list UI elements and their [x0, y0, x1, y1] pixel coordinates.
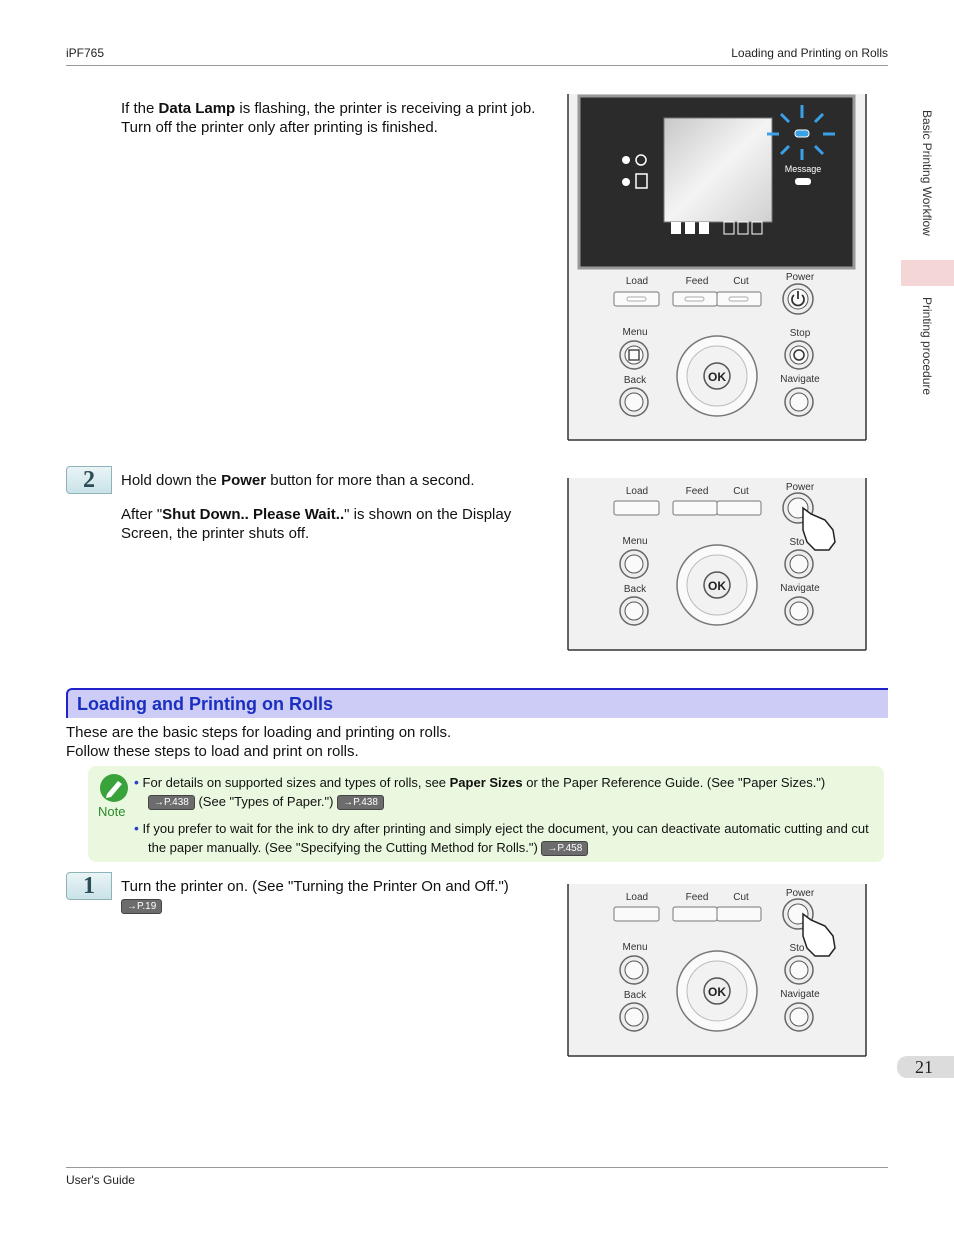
svg-text:Back: Back: [623, 584, 647, 595]
step1-text: Turn the printer on. (See "Turning the Printer On and Off.") →P.19: [121, 878, 509, 912]
svg-text:Sto: Sto: [789, 537, 805, 548]
page-ref-link[interactable]: →P.438: [148, 795, 195, 810]
menu-label: Menu: [622, 327, 648, 338]
back-label: Back: [623, 375, 647, 386]
section-title: Loading and Printing on Rolls: [77, 694, 333, 714]
svg-text:Power: Power: [785, 888, 815, 899]
stop-label: Stop: [789, 328, 811, 339]
printer-panel-with-display: [567, 94, 867, 442]
side-tab-highlight: [901, 260, 954, 286]
load-label: Load: [625, 276, 649, 287]
power-label: Power: [785, 272, 815, 283]
section-description: These are the basic steps for loading and printing on rolls. Follow these steps to load and print on rolls.: [66, 724, 452, 760]
note-bullet-2: • If you prefer to wait for the ink to dry after printing and simply eject the document, you can deactivate automatic cutting and cut the paper manually. (See "Specifying the Cutting Method for Rolls.") →P.458: [134, 820, 869, 855]
note-label: Note: [98, 804, 126, 819]
note-box: [88, 766, 884, 862]
navigate-label: Navigate: [780, 374, 820, 385]
footer-rule: [66, 1167, 888, 1168]
header-left: iPF765: [66, 46, 105, 60]
svg-text:OK: OK: [708, 985, 726, 999]
ok-label: OK: [708, 370, 726, 384]
message-label: Message: [784, 164, 822, 174]
svg-text:Load: Load: [625, 486, 649, 497]
header-right: Loading and Printing on Rolls: [731, 46, 888, 60]
footer-left: User's Guide: [66, 1173, 135, 1187]
svg-text:Load: Load: [625, 892, 649, 903]
svg-text:Feed: Feed: [685, 892, 709, 903]
svg-text:Cut: Cut: [733, 892, 749, 903]
cut-label: Cut: [733, 276, 749, 287]
svg-text:Menu: Menu: [622, 942, 648, 953]
note-bullet-1: • For details on supported sizes and types of rolls, see Paper Sizes or the Paper Reference Guide. (See "Paper Sizes.") →P.438 (See "Types of Paper.") →P.438: [134, 774, 826, 809]
svg-text:Power: Power: [785, 482, 815, 493]
svg-text:Cut: Cut: [733, 486, 749, 497]
step-number-1: 1: [66, 872, 112, 900]
side-tab-basic-printing-workflow[interactable]: Basic Printing Workflow: [920, 110, 934, 236]
page-ref-link[interactable]: →P.458: [541, 841, 588, 856]
printer-panel-power-press: [567, 478, 867, 652]
svg-text:Navigate: Navigate: [780, 989, 820, 1000]
side-tab-printing-procedure[interactable]: Printing procedure: [920, 297, 934, 396]
section-header-bar: [66, 688, 888, 718]
page-ref-link[interactable]: →P.438: [337, 795, 384, 810]
header-rule: [66, 65, 888, 66]
page-number: 21: [915, 1057, 933, 1077]
page-ref-link[interactable]: →P.19: [121, 899, 162, 914]
step2-text: Hold down the Power button for more than a second. After "Shut Down.. Please Wait.." is shown on the Display Screen, the printer shuts off.: [121, 472, 512, 542]
svg-text:Back: Back: [623, 990, 647, 1001]
page-number-box: [897, 1056, 954, 1078]
svg-text:OK: OK: [708, 579, 726, 593]
intro-text: If the Data Lamp is flashing, the printer is receiving a print job. Turn off the printer only after printing is finished.: [121, 100, 536, 136]
note-pencil-icon: [98, 772, 130, 804]
printer-panel-power-on: [567, 884, 867, 1058]
feed-label: Feed: [685, 276, 709, 287]
svg-text:Sto: Sto: [789, 943, 805, 954]
step-number-2: 2: [66, 466, 112, 494]
svg-text:Feed: Feed: [685, 486, 709, 497]
svg-text:Navigate: Navigate: [780, 583, 820, 594]
svg-text:Menu: Menu: [622, 536, 648, 547]
